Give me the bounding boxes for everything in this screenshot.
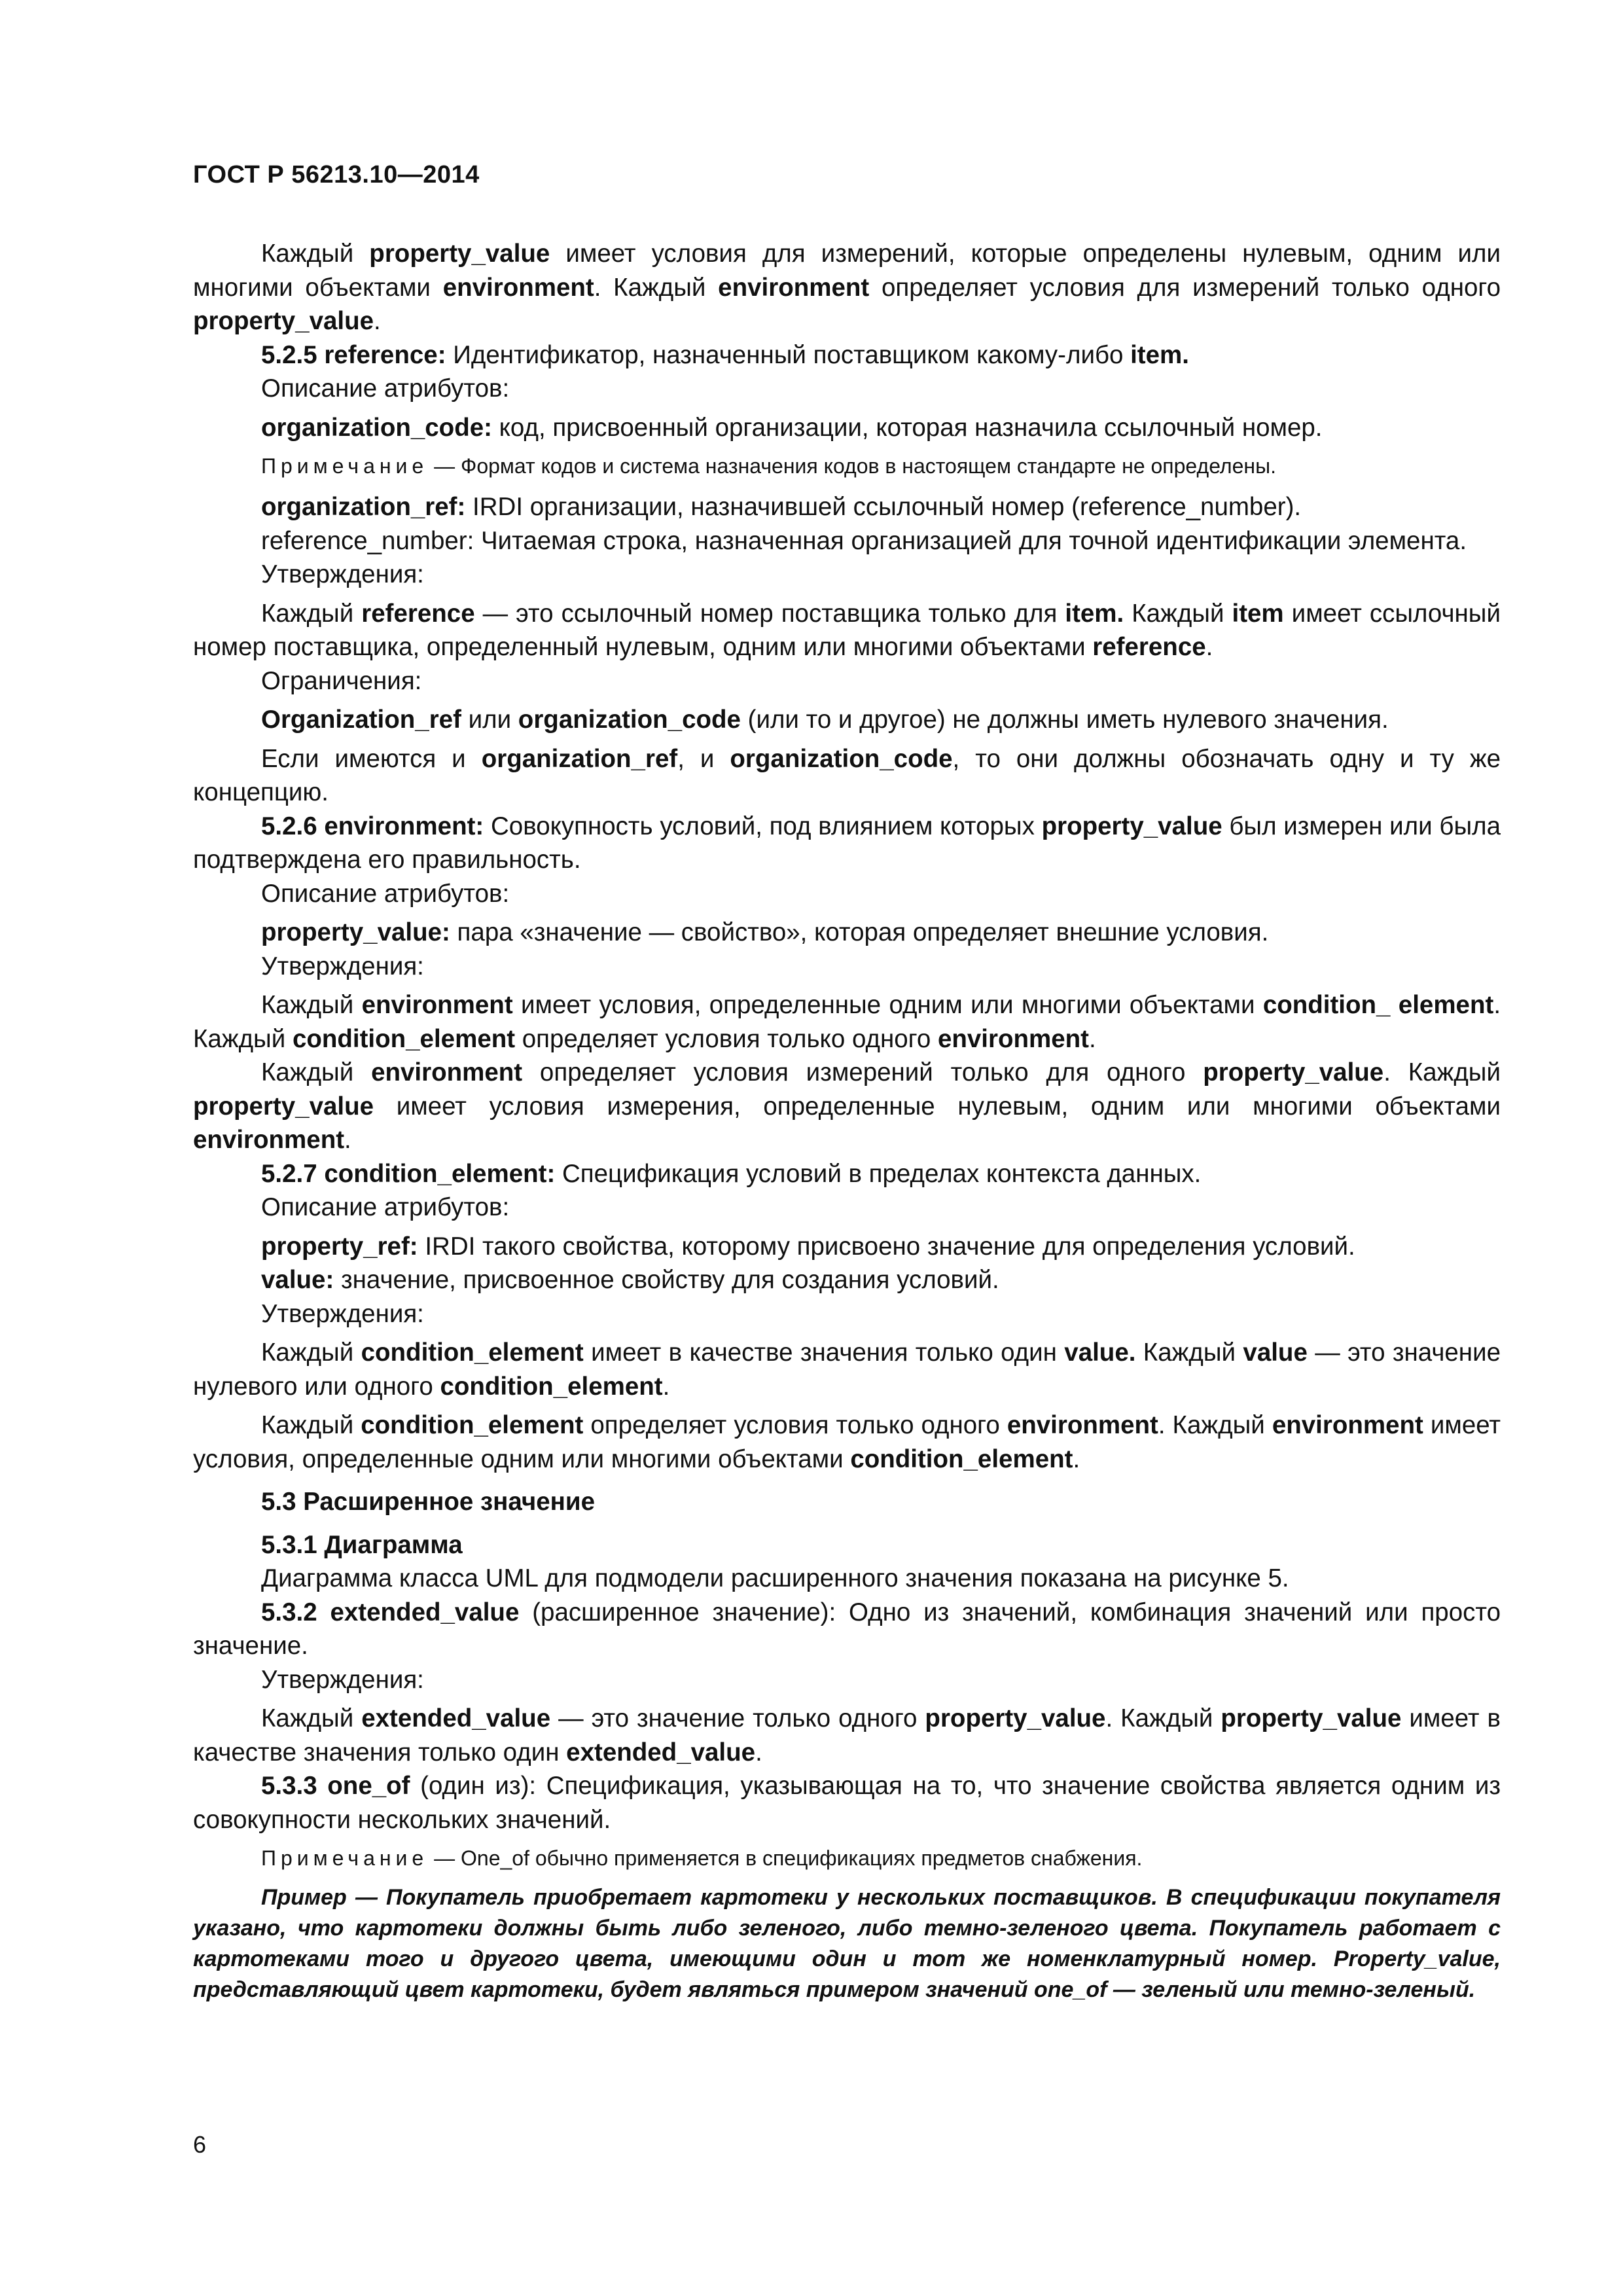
paragraph: organization_code: код, присвоенный организации, которая назначила ссылочный номер.: [261, 413, 1323, 442]
paragraph: Каждый reference — это ссылочный номер поставщика только для item. Каждый item имеет ссылочный номер поставщика, определенный нулевым, одним или многими объектами reference.: [193, 599, 1501, 661]
paragraph: 5.3.2 extended_value (расширенное значение): Одно из значений, комбинация значений или просто значение.: [193, 1598, 1501, 1660]
paragraph: 5.3.3 one_of (один из): Спецификация, указывающая на то, что значение свойства является одним из совокупности нескольких значений.: [193, 1772, 1501, 1834]
paragraph: Утверждения:: [261, 1299, 424, 1328]
paragraph: 5.2.5 reference: Идентификатор, назначенный поставщиком какому-либо item.: [261, 340, 1189, 369]
paragraph: Диаграмма класса UML для подмодели расширенного значения показана на рисунке 5.: [261, 1564, 1289, 1592]
note-paragraph: Примечание — One_of обычно применяется в спецификациях предметов снабжения.: [261, 1846, 1143, 1870]
paragraph: property_value: пара «значение — свойство», которая определяет внешние условия.: [261, 918, 1269, 946]
note-paragraph: Примечание — Формат кодов и система назначения кодов в настоящем стандарте не определены.: [261, 454, 1276, 478]
paragraph: Каждый property_value имеет условия для измерений, которые определены нулевым, одним или многими объектами environment. Каждый environment определяет условия для измерений только одного property_value.: [193, 240, 1501, 335]
document-body: [193, 237, 1501, 2005]
paragraph: Organization_ref или organization_code (или то и другое) не должны иметь нулевого значения.: [261, 706, 1389, 734]
paragraph: Каждый condition_element имеет в качестве значения только один value. Каждый value — это значение нулевого или одного condition_element.: [193, 1338, 1501, 1401]
paragraph: Каждый environment определяет условия измерений только для одного property_value. Каждый property_value имеет условия измерения, определенные нулевым, одним или многими объектами environment.: [193, 1058, 1501, 1154]
paragraph: Каждый condition_element определяет условия только одного environment. Каждый environment имеет условия, определенные одним или многими объектами condition_element.: [193, 1411, 1501, 1473]
document-header: ГОСТ Р 56213.10—2014: [193, 161, 480, 188]
paragraph: Описание атрибутов:: [261, 374, 510, 403]
paragraph: Утверждения:: [261, 1665, 424, 1694]
paragraph: value: значение, присвоенное свойству для создания условий.: [261, 1266, 999, 1294]
paragraph: property_ref: IRDI такого свойства, которому присвоено значение для определения условий.: [261, 1232, 1355, 1261]
paragraph: reference_number: Читаемая строка, назначенная организацией для точной идентификации элемента.: [261, 526, 1467, 555]
paragraph: 5.2.6 environment: Совокупность условий, под влиянием которых property_value был измерен или была подтверждена его правильность.: [193, 812, 1501, 874]
paragraph: Ограничения:: [261, 666, 422, 695]
paragraph: organization_ref: IRDI организации, назначившей ссылочный номер (reference_number).: [261, 493, 1302, 521]
example-paragraph: Пример — Покупатель приобретает картотеки у нескольких поставщиков. В спецификации покупателя указано, что картотеки должны быть либо зеленого, либо темно-зеленого цвета. Покупатель работает с картотеками того и другого цвета, имеющими один и тот же номенклатурный номер. Property_value, представляющий цвет картотеки, будет являться примером значений one_of — зеленый или темно-зеленый.: [193, 1885, 1501, 2002]
paragraph: Каждый extended_value — это значение только одного property_value. Каждый property_value имеет в качестве значения только один extended_value.: [193, 1704, 1501, 1767]
paragraph: 5.2.7 condition_element: Спецификация условий в пределах контекста данных.: [261, 1159, 1202, 1188]
paragraph: Если имеются и organization_ref, и organization_code, то они должны обозначать одну и ту же концепцию.: [193, 744, 1501, 806]
page-number: 6: [193, 2131, 207, 2158]
section-heading: 5.3 Расширенное значение: [261, 1488, 595, 1516]
paragraph: Каждый environment имеет условия, определенные одним или многими объектами condition_ element. Каждый condition_element определяет условия только одного environment.: [193, 991, 1501, 1053]
paragraph: Описание атрибутов:: [261, 1193, 510, 1221]
paragraph: Описание атрибутов:: [261, 879, 510, 908]
paragraph: Утверждения:: [261, 560, 424, 588]
paragraph: Утверждения:: [261, 952, 424, 980]
section-heading: 5.3.1 Диаграмма: [261, 1530, 463, 1559]
